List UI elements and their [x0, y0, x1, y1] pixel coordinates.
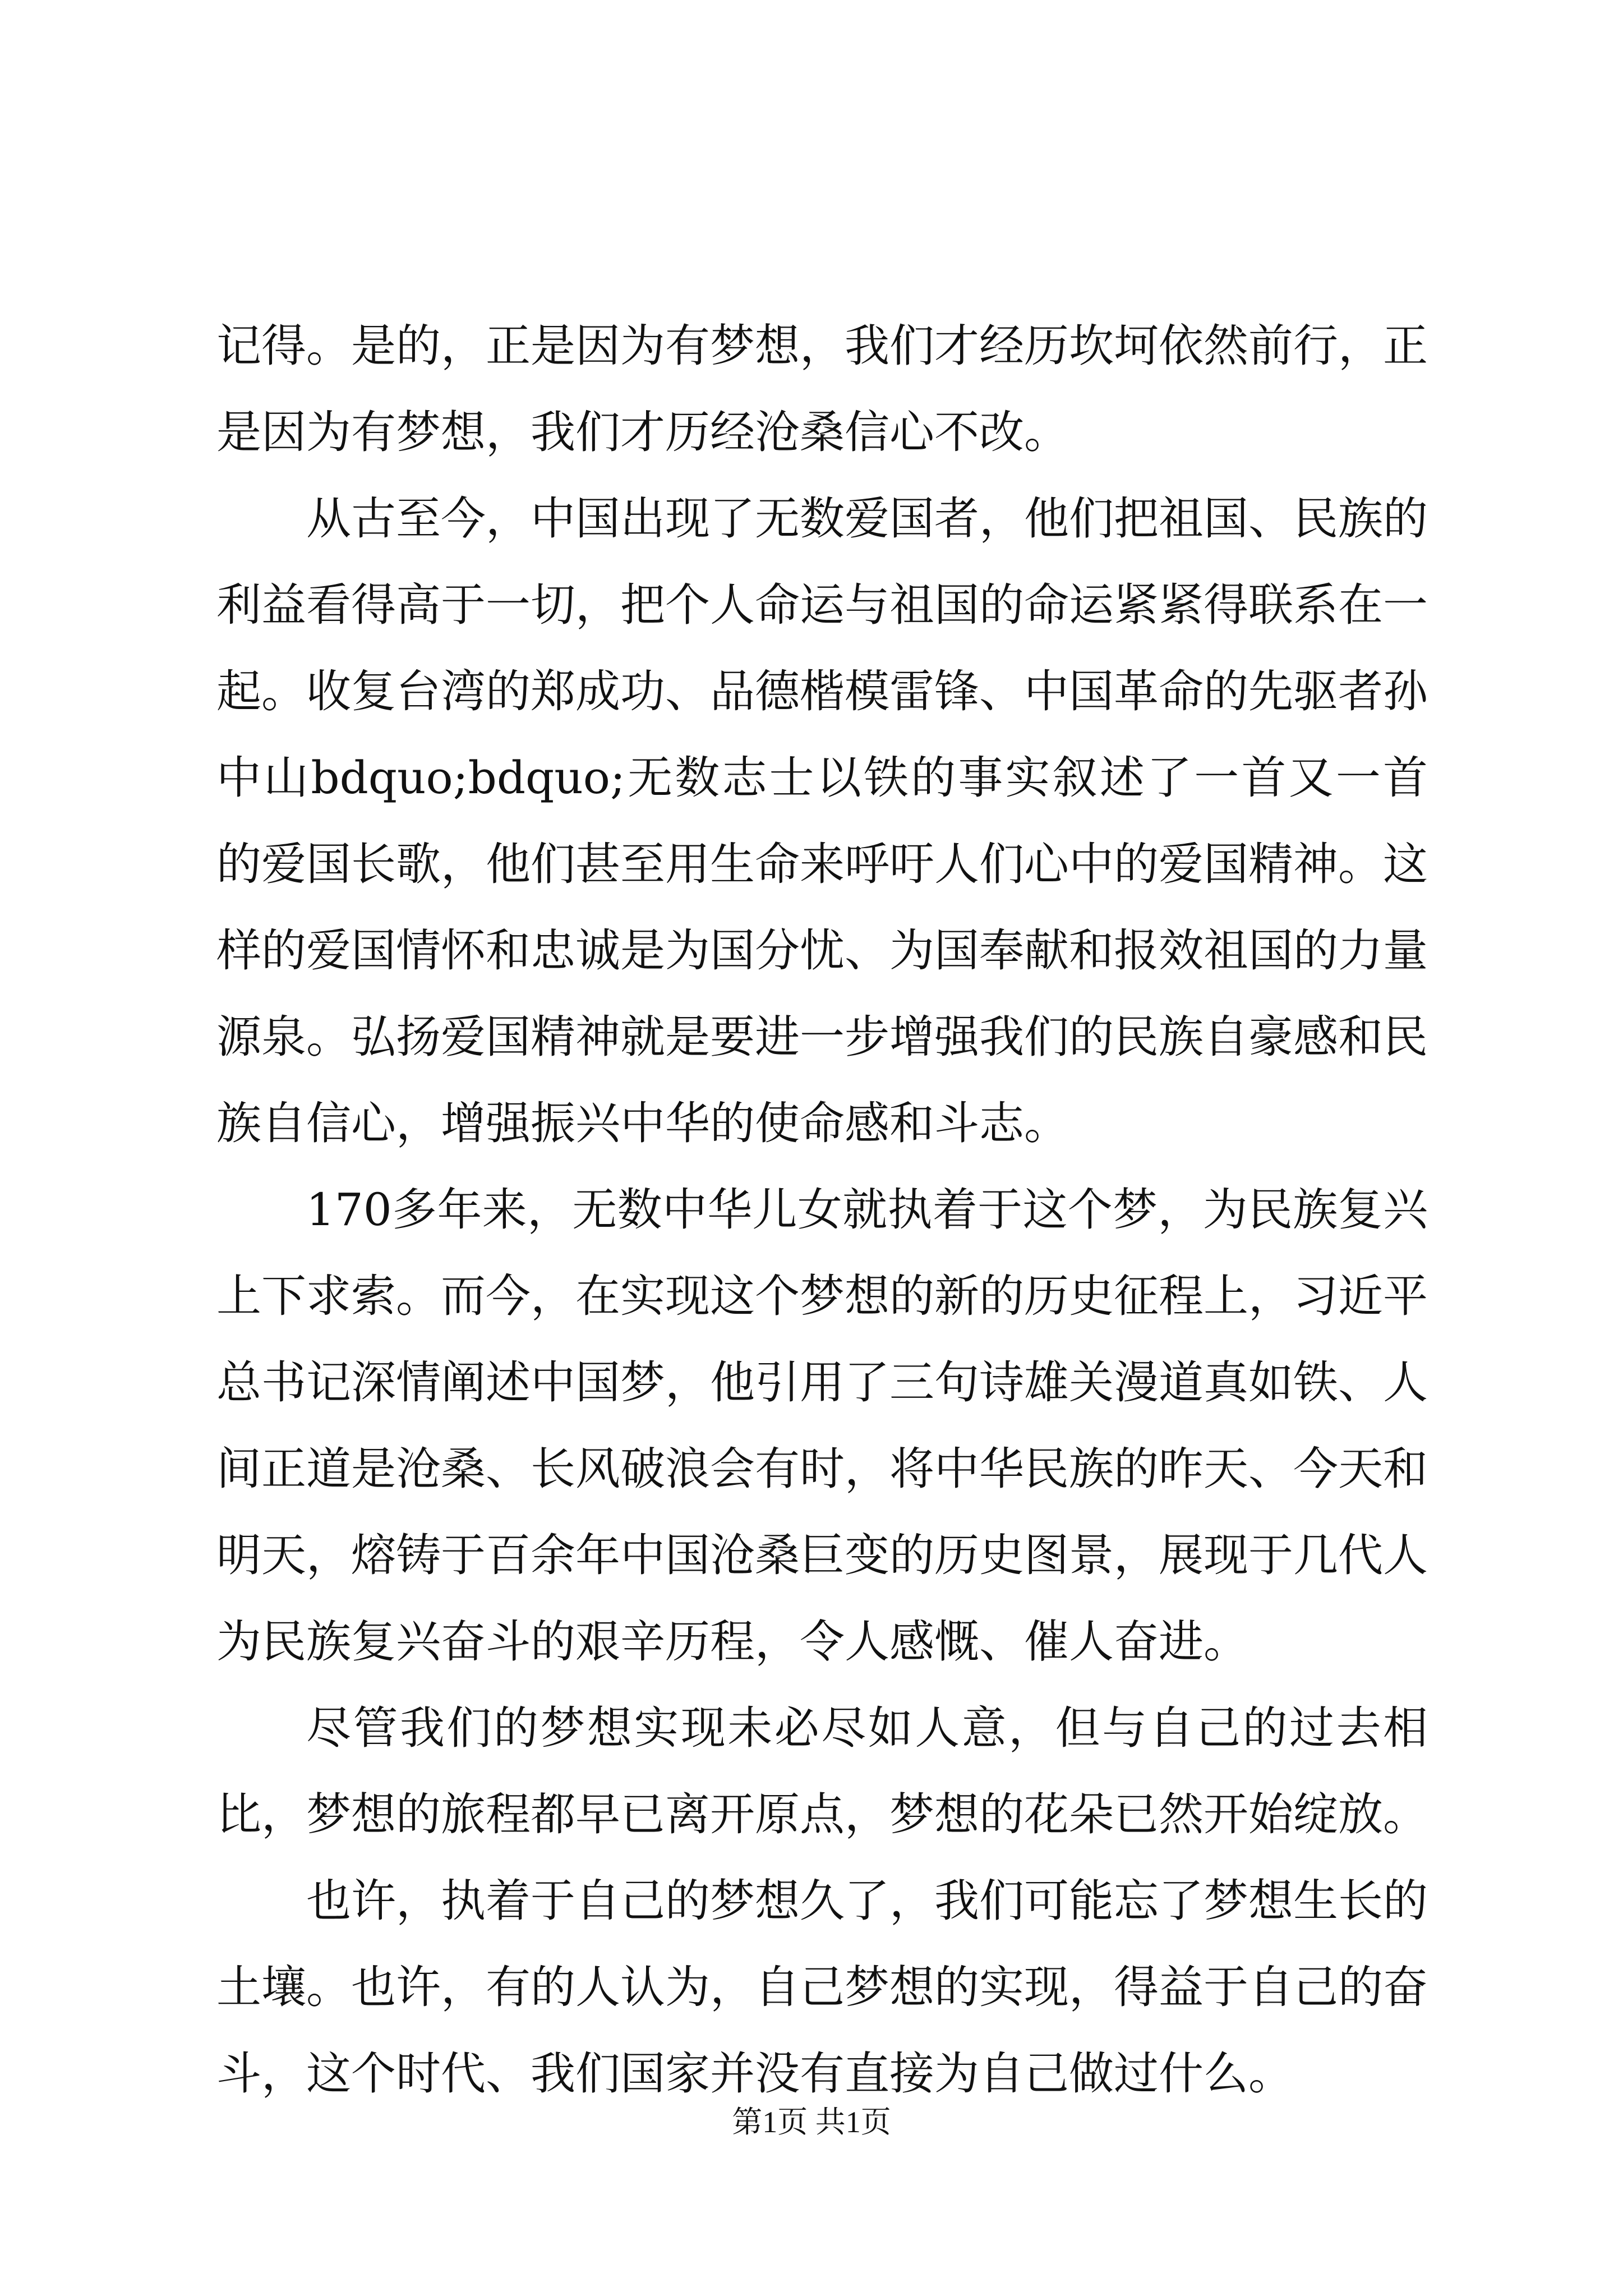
- paragraph-2: 从古至今，中国出现了无数爱国者，他们把祖国、民族的利益看得高于一切，把个人命运与祖国的命运紧紧得联系在一起。收复台湾的郑成功、品德楷模雷锋、中国革命的先驱者孙中山bdquo;bdquo;无数志士以铁的事实叙述了一首又一首的爱国长歌，他们甚至用生命来呼吁人们心中的爱国精神。这样的爱国情怀和忠诚是为国分忧、为国奉献和报效祖国的力量源泉。弘扬爱国精神就是要进一步增强我们的民族自豪感和民族自信心，增强振兴中华的使命感和斗志。: [216, 493, 1428, 1149]
- paragraph-4: 尽管我们的梦想实现未必尽如人意，但与自己的过去相比，梦想的旅程都早已离开原点，梦想的花朵已然开始绽放。: [216, 1702, 1428, 1841]
- paragraph-3: 170多年来，无数中华儿女就执着于这个梦，为民族复兴上下求索。而今，在实现这个梦想的新的历史征程上，习近平总书记深情阐述中国梦，他引用了三句诗雄关漫道真如铁、人间正道是沧桑、长风破浪会有时，将中华民族的昨天、今天和明天，熔铸于百余年中国沧桑巨变的历史图景，展现于几代人为民族复兴奋斗的艰辛历程，令人感慨、催人奋进。: [216, 1184, 1428, 1668]
- paragraph-5: 也许，执着于自己的梦想久了，我们可能忘了梦想生长的土壤。也许，有的人认为，自己梦想的实现，得益于自己的奋斗，这个时代、我们国家并没有直接为自己做过什么。: [216, 1875, 1428, 2100]
- document-body: [216, 303, 1428, 2117]
- page-footer: 第1页 共1页: [732, 2105, 891, 2139]
- paragraph-1: 记得。是的，正是因为有梦想，我们才经历坎坷依然前行，正是因为有梦想，我们才历经沧桑信心不改。: [216, 320, 1428, 458]
